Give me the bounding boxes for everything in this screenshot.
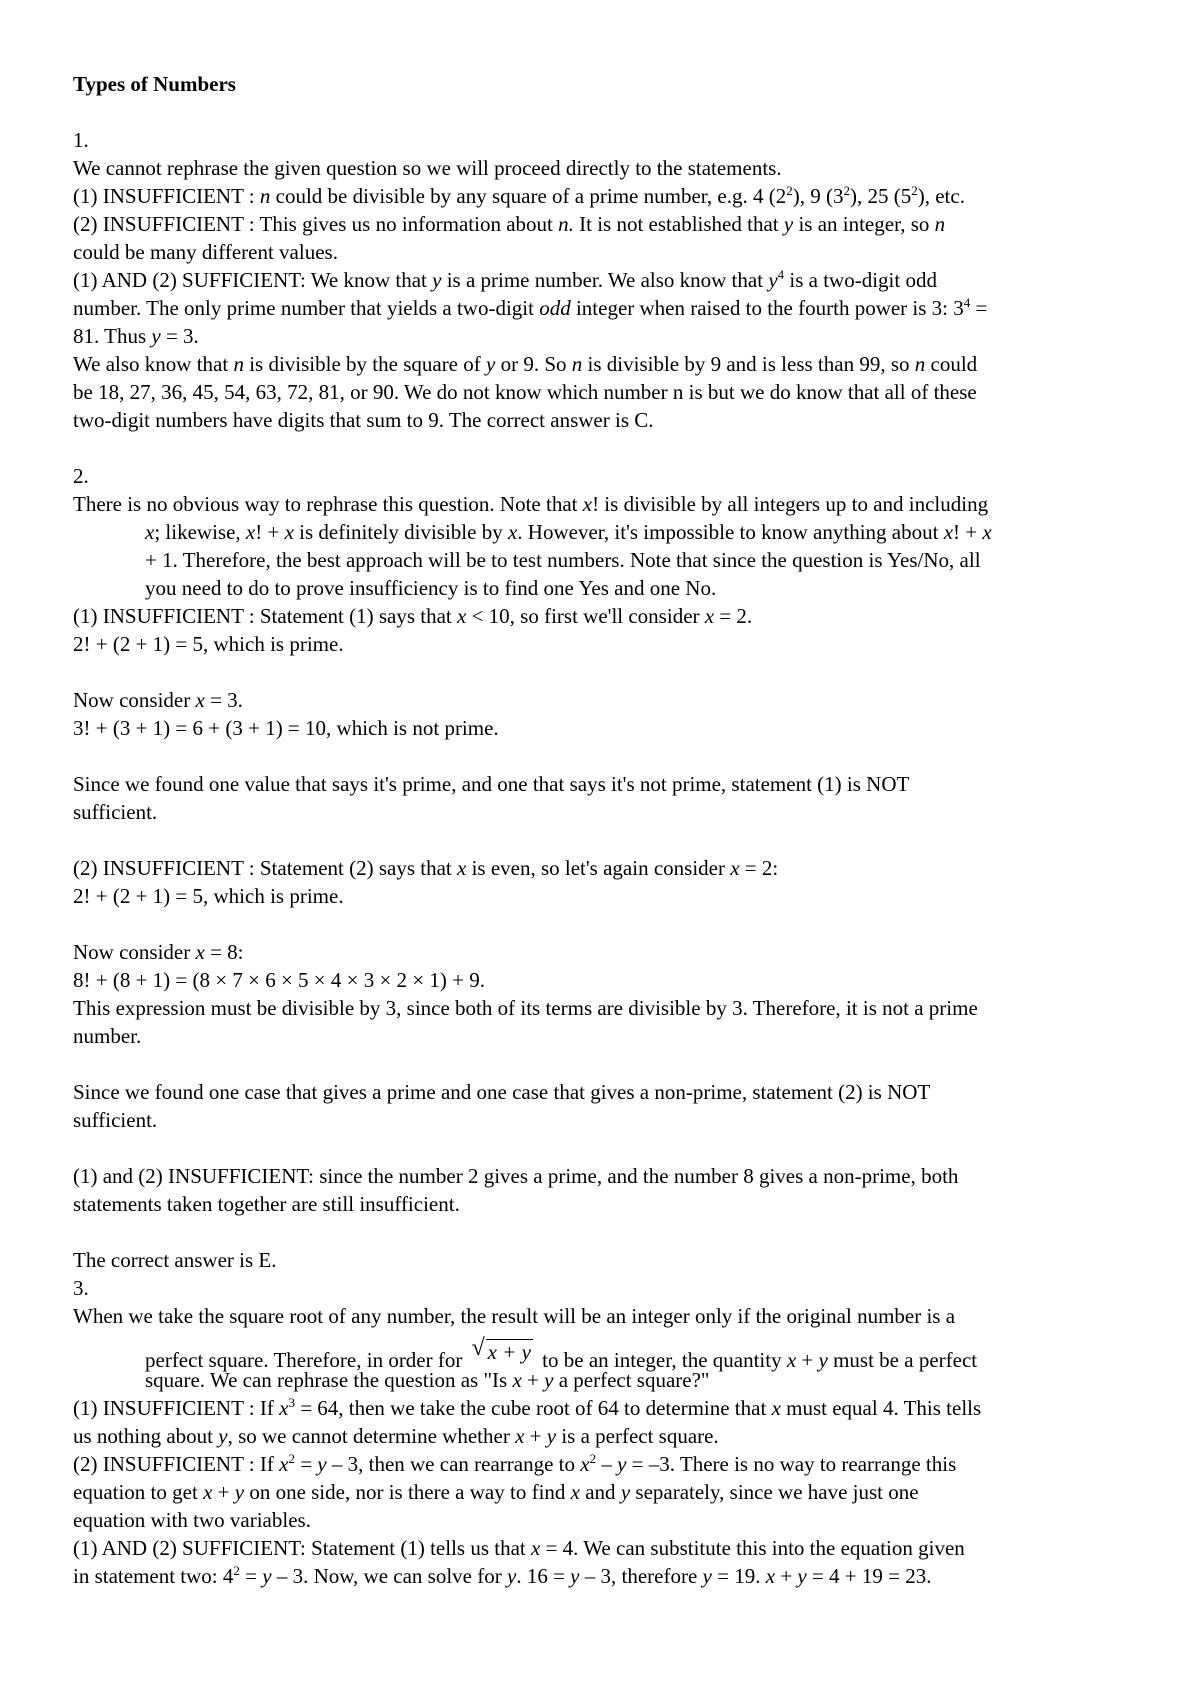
text-line: statements taken together are still insufficient. — [73, 1192, 460, 1216]
text-line: 2! + (2 + 1) = 5, which is prime. — [73, 632, 344, 656]
combined-statement-line: (1) AND (2) SUFFICIENT: We know that y is a prime number. We also know that $y^4$ is a two-digit odd — [73, 267, 937, 292]
text-line: be 18, 27, 36, 45, 54, 63, 72, 81, or 90. We do not know which number n is but we do know that all of these — [73, 380, 977, 404]
text-line: number. The only prime number that yields a two-digit odd integer when raised to the fourth power is 3: $3^4$ = — [73, 295, 988, 320]
answer-line: two-digit numbers have digits that sum to 9. The correct answer is C. — [73, 408, 654, 432]
text-line: Now consider x = 8: — [73, 940, 244, 964]
statement-2-line: (2) INSUFFICIENT : If $x^2 = y - 3$, then we can rearrange to $x^2 - y = -3$. There is no way to rearrange this — [73, 1451, 957, 1476]
text-line: This expression must be divisible by 3, since both of its terms are divisible by 3. Therefore, it is not a prime — [73, 996, 978, 1020]
text-line: When we take the square root of any number, the result will be an integer only if the original number is a — [73, 1304, 956, 1328]
text-line: 2! + (2 + 1) = 5, which is prime. — [73, 884, 344, 908]
statement-2-line: (2) INSUFFICIENT : This gives us no information about n. It is not established that y is an integer, so n — [73, 212, 946, 236]
statement-2-line: (2) INSUFFICIENT : Statement (2) says that x is even, so let's again consider x = 2: — [73, 856, 779, 880]
answer-line: The correct answer is E. — [73, 1248, 277, 1272]
text-line: + 1. Therefore, the best approach will be to test numbers. Note that since the question is Yes/No, all — [145, 548, 981, 572]
text-line: in statement two: $4^2 = y - 3$. Now, we can solve for y. 16 = y – 3, therefore y = 19. x + y = 4 + 19 = 23. — [73, 1563, 932, 1588]
text-line: Since we found one value that says it's prime, and one that says it's not prime, statement (1) is NOT — [73, 772, 910, 796]
statement-1-line: (1) INSUFFICIENT : n could be divisible by any square of a prime number, e.g. 4 $(2^2)$, 9 $(3^2)$, 25 $(5^2)$, etc. — [73, 183, 965, 208]
text-line: We cannot rephrase the given question so we will proceed directly to the statements. — [73, 156, 782, 180]
page-title: Types of Numbers — [73, 72, 236, 96]
text-line: sufficient. — [73, 800, 158, 824]
text-line: sufficient. — [73, 1108, 158, 1132]
text-line: Now consider x = 3. — [73, 688, 243, 712]
question-number-3: 3. — [73, 1276, 89, 1300]
question-number-2: 2. — [73, 464, 89, 488]
question-number-1: 1. — [73, 128, 89, 152]
text-line: equation to get x + y on one side, nor is there a way to find x and y separately, since we have just one — [73, 1480, 919, 1504]
text-line: could be many different values. — [73, 240, 338, 264]
combined-statement-line: (1) and (2) INSUFFICIENT: since the number 2 gives a prime, and the number 8 gives a non-prime, both — [73, 1164, 959, 1188]
text-line: perfect square. Therefore, in order for √ x + y to be an integer, the quantity x + y must be a perfect — [73, 1330, 1153, 1366]
text-line: 3! + (3 + 1) = 6 + (3 + 1) = 10, which is not prime. — [73, 716, 499, 740]
text-line: There is no obvious way to rephrase this question. Note that x! is divisible by all integers up to and including — [73, 492, 989, 516]
text-line: 81. Thus y = 3. — [73, 324, 199, 348]
text-line: square. We can rephrase the question as "Is x + y a perfect square?" — [145, 1368, 710, 1392]
text-line: Since we found one case that gives a prime and one case that gives a non-prime, statement (2) is NOT — [73, 1080, 931, 1104]
text-line: We also know that n is divisible by the square of y or 9. So n is divisible by 9 and is less than 99, so n could — [73, 352, 978, 376]
document-page — [73, 70, 1153, 1590]
statement-1-line: (1) INSUFFICIENT : If $x^3 = 64$, then we take the cube root of 64 to determine that x must equal 4. This tells — [73, 1395, 982, 1420]
square-root-expression: √ x + y — [471, 1335, 531, 1364]
text-line: us nothing about y, so we cannot determine whether x + y is a perfect square. — [73, 1424, 719, 1448]
statement-1-line: (1) INSUFFICIENT : Statement (1) says that x < 10, so first we'll consider x = 2. — [73, 604, 753, 628]
text-line: x; likewise, x! + x is definitely divisible by x. However, it's impossible to know anything about x! + x — [145, 520, 992, 544]
text-line: you need to do to prove insufficiency is to find one Yes and one No. — [145, 576, 717, 600]
text-line: 8! + (8 + 1) = (8 × 7 × 6 × 5 × 4 × 3 × 2 × 1) + 9. — [73, 968, 485, 992]
text-line: equation with two variables. — [73, 1508, 311, 1532]
text-line: number. — [73, 1024, 142, 1048]
combined-statement-line: (1) AND (2) SUFFICIENT: Statement (1) tells us that x = 4. We can substitute this into the equation given — [73, 1536, 965, 1560]
